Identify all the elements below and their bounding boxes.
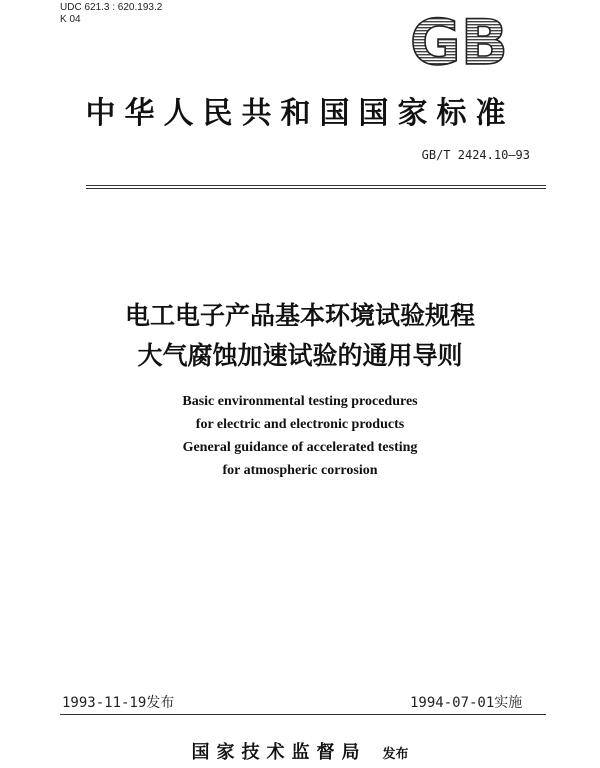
udc-block — [60, 2, 162, 26]
footer-divider — [60, 714, 546, 715]
implement-date: 1994-07-01实施 — [410, 695, 523, 711]
gb-logo — [400, 12, 518, 70]
gb-logo-text: GB — [409, 12, 509, 70]
title-en-line3: General guidance of accelerated testing — [182, 440, 418, 455]
title-en-block — [0, 390, 600, 482]
udc-code: UDC 621.3 : 620.193.2 — [60, 2, 163, 13]
title-en-line2: for electric and electronic products — [195, 417, 405, 432]
issuer-name: 国家技术监督局 — [191, 742, 367, 763]
header-divider-top — [86, 185, 546, 186]
title-en-line4: for atmospheric corrosion — [222, 463, 378, 478]
title-cn-line1: 电工电子产品基本环境试验规程 — [124, 301, 475, 330]
header-divider-bottom — [86, 188, 546, 189]
issue-date: 1993-11-19发布 — [62, 695, 175, 711]
standard-number: GB/T 2424.10—93 — [421, 148, 530, 162]
title-cn-line2: 大气腐蚀加速试验的通用导则 — [137, 341, 463, 370]
classification-code: K 04 — [60, 14, 81, 25]
title-en-line1: Basic environmental testing procedures — [182, 394, 418, 409]
publish-label: 发布 — [382, 747, 409, 762]
issuer-line — [0, 738, 600, 764]
national-standard-title: 中华人民共和国国家标准 — [85, 96, 515, 131]
